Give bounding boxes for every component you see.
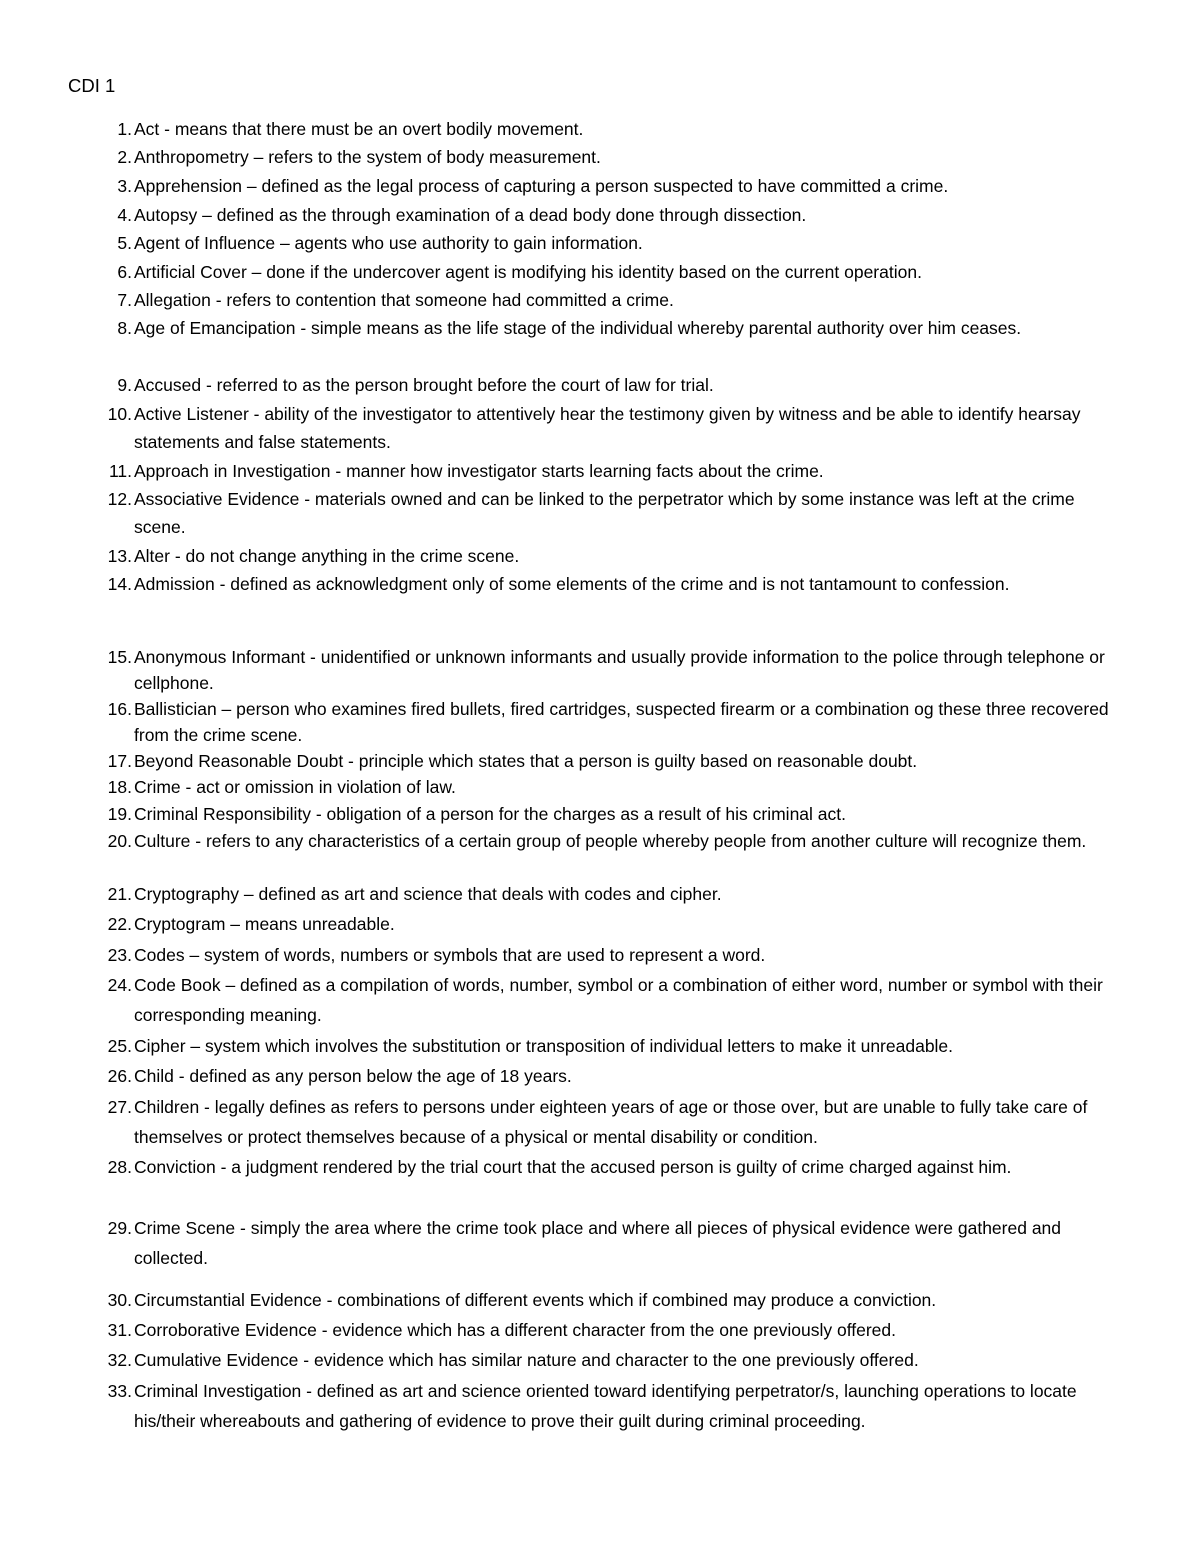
item-text: Anonymous Informant - unidentified or unknown informants and usually provide information to the police through telephone or cellphone. <box>134 647 1105 693</box>
list-item <box>100 748 1120 774</box>
item-number: 24. <box>107 975 132 995</box>
list-item <box>100 115 1120 143</box>
item-number: 14. <box>107 574 132 594</box>
item-number: 13. <box>107 546 132 566</box>
item-text: Artificial Cover – done if the undercover agent is modifying his identity based on the current operation. <box>134 262 922 282</box>
item-text: Cumulative Evidence - evidence which has similar nature and character to the one previously offered. <box>134 1350 919 1370</box>
list-item <box>100 143 1120 171</box>
item-text: Cipher – system which involves the substitution or transposition of individual letters to make it unreadable. <box>134 1036 954 1056</box>
item-number: 31. <box>107 1320 132 1340</box>
list-item <box>100 1031 1120 1061</box>
list-item <box>100 828 1120 854</box>
item-text: Child - defined as any person below the age of 18 years. <box>134 1066 572 1086</box>
item-text: Allegation - refers to contention that someone had committed a crime. <box>134 290 674 310</box>
item-number: 25. <box>107 1036 132 1056</box>
item-text: Ballistician – person who examines fired bullets, fired cartridges, suspected firearm or a combination og these three recovered from the crime scene. <box>134 699 1109 745</box>
item-text: Approach in Investigation - manner how investigator starts learning facts about the crime. <box>134 461 824 481</box>
item-number: 4. <box>117 205 132 225</box>
item-text: Criminal Investigation - defined as art and science oriented toward identifying perpetrator/s, launching operations to locate his/their whereabouts and gathering of evidence to prove their guilt during criminal proceeding. <box>134 1381 1077 1431</box>
item-text: Crime Scene - simply the area where the crime took place and where all pieces of physical evidence were gathered and collected. <box>134 1218 1062 1268</box>
item-number: 8. <box>117 318 132 338</box>
item-number: 27. <box>107 1097 132 1117</box>
list-item <box>100 940 1120 970</box>
item-text: Agent of Influence – agents who use authority to gain information. <box>134 233 643 253</box>
item-text: Cryptography – defined as art and science that deals with codes and cipher. <box>134 884 722 904</box>
item-text: Crime - act or omission in violation of law. <box>134 777 456 797</box>
item-text: Associative Evidence - materials owned and can be linked to the perpetrator which by some instance was left at the crime scene. <box>134 489 1075 537</box>
item-number: 21. <box>107 884 132 904</box>
list-item <box>100 1152 1120 1182</box>
item-number: 6. <box>117 262 132 282</box>
item-text: Alter - do not change anything in the crime scene. <box>134 546 520 566</box>
list-item <box>100 644 1120 696</box>
item-number: 26. <box>107 1066 132 1086</box>
item-number: 3. <box>117 176 132 196</box>
list-item <box>100 229 1120 257</box>
item-number: 33. <box>107 1381 132 1401</box>
list-item <box>100 172 1120 200</box>
item-number: 1. <box>117 119 132 139</box>
list-item <box>100 1315 1120 1345</box>
item-number: 20. <box>107 831 132 851</box>
item-number: 11. <box>108 461 132 481</box>
document-title: CDI 1 <box>68 75 116 96</box>
list-item <box>100 1213 1120 1273</box>
item-text: Children - legally defines as refers to persons under eighteen years of age or those over, but are unable to fully take care of themselves or protect themselves because of a physical or mental disability or condition. <box>134 1097 1088 1147</box>
item-text: Corroborative Evidence - evidence which has a different character from the one previously offered. <box>134 1320 896 1340</box>
item-number: 16. <box>107 699 132 719</box>
item-number: 32. <box>107 1350 132 1370</box>
item-number: 9. <box>117 375 132 395</box>
item-number: 2. <box>117 147 132 167</box>
list-item <box>100 1285 1120 1315</box>
list-item <box>100 542 1120 570</box>
list-item <box>100 1061 1120 1091</box>
item-number: 15. <box>107 647 132 667</box>
item-number: 5. <box>117 233 132 253</box>
item-number: 10. <box>107 404 132 424</box>
item-text: Conviction - a judgment rendered by the trial court that the accused person is guilty of crime charged against him. <box>134 1157 1012 1177</box>
list-item <box>100 879 1120 909</box>
list-item <box>100 258 1120 286</box>
item-number: 18. <box>107 777 132 797</box>
item-text: Age of Emancipation - simple means as the life stage of the individual whereby parental authority over him ceases. <box>134 318 1022 338</box>
list-item <box>100 485 1120 541</box>
item-text: Admission - defined as acknowledgment only of some elements of the crime and is not tantamount to confession. <box>134 574 1010 594</box>
list-item <box>100 314 1120 342</box>
item-number: 28. <box>107 1157 132 1177</box>
list-item <box>100 457 1120 485</box>
item-text: Circumstantial Evidence - combinations of different events which if combined may produce a conviction. <box>134 1290 937 1310</box>
list-item <box>100 1092 1120 1152</box>
list-item <box>100 201 1120 229</box>
item-text: Accused - referred to as the person brought before the court of law for trial. <box>134 375 714 395</box>
item-text: Codes – system of words, numbers or symbols that are used to represent a word. <box>134 945 766 965</box>
list-item <box>100 570 1120 598</box>
item-text: Culture - refers to any characteristics of a certain group of people whereby people from another culture will recognize them. <box>134 831 1087 851</box>
list-item <box>100 970 1120 1030</box>
item-number: 23. <box>107 945 132 965</box>
list-item <box>100 1376 1120 1436</box>
list-item <box>100 774 1120 800</box>
list-item <box>100 801 1120 827</box>
item-text: Act - means that there must be an overt bodily movement. <box>134 119 584 139</box>
item-text: Apprehension – defined as the legal process of capturing a person suspected to have committed a crime. <box>134 176 949 196</box>
list-item <box>100 371 1120 399</box>
item-text: Autopsy – defined as the through examination of a dead body done through dissection. <box>134 205 807 225</box>
item-number: 19. <box>107 804 132 824</box>
item-number: 22. <box>107 914 132 934</box>
item-text: Cryptogram – means unreadable. <box>134 914 395 934</box>
item-number: 17. <box>107 751 132 771</box>
list-item <box>100 400 1120 456</box>
list-item <box>100 909 1120 939</box>
item-text: Criminal Responsibility - obligation of a person for the charges as a result of his criminal act. <box>134 804 846 824</box>
item-number: 12. <box>107 489 132 509</box>
item-text: Active Listener - ability of the investigator to attentively hear the testimony given by witness and be able to identify hearsay statements and false statements. <box>134 404 1081 452</box>
item-text: Anthropometry – refers to the system of body measurement. <box>134 147 601 167</box>
item-number: 30. <box>107 1290 132 1310</box>
list-item <box>100 1345 1120 1375</box>
item-number: 7. <box>117 290 132 310</box>
item-number: 29. <box>107 1218 132 1238</box>
list-item <box>100 696 1120 748</box>
list-item <box>100 286 1120 314</box>
item-text: Beyond Reasonable Doubt - principle which states that a person is guilty based on reasonable doubt. <box>134 751 918 771</box>
item-text: Code Book – defined as a compilation of words, number, symbol or a combination of either word, number or symbol with their corresponding meaning. <box>134 975 1103 1025</box>
